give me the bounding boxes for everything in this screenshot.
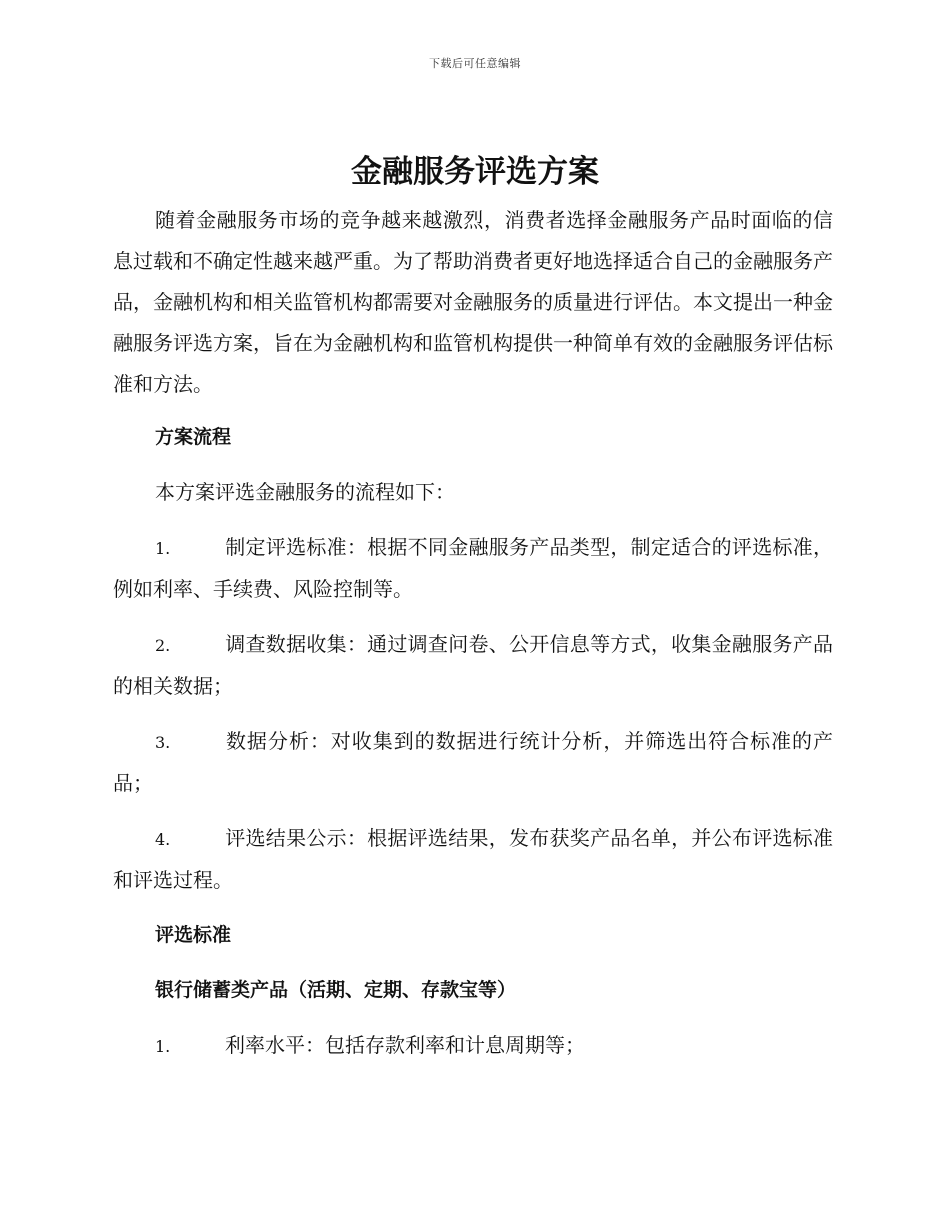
list-text: 数据分析：对收集到的数据进行统计分析，并筛选出符合标准的产品； bbox=[113, 729, 833, 795]
process-lead: 本方案评选金融服务的流程如下： bbox=[155, 480, 455, 504]
list-number: 4. bbox=[155, 830, 171, 849]
document-body bbox=[113, 200, 833, 1067]
header-note: 下载后可任意编辑 bbox=[429, 57, 521, 70]
list-item bbox=[113, 624, 833, 707]
document-title: 金融服务评选方案 bbox=[351, 154, 599, 190]
list-number: 2. bbox=[155, 636, 171, 655]
intro-paragraph: 随着金融服务市场的竞争越来越激烈，消费者选择金融服务产品时面临的信息过载和不确定性越来越严重。为了帮助消费者更好地选择适合自己的金融服务产品，金融机构和相关监管机构都需要对金融服务的质量进行评估。本文提出一种金融服务评选方案，旨在为金融机构和监管机构提供一种简单有效的金融服务评估标准和方法。 bbox=[113, 208, 833, 396]
list-number: 3. bbox=[155, 733, 171, 752]
section-heading-process: 方案流程 bbox=[155, 426, 232, 448]
list-text: 调查数据收集：通过调查问卷、公开信息等方式，收集金融服务产品的相关数据； bbox=[113, 632, 833, 698]
list-item bbox=[113, 721, 833, 804]
list-text: 利率水平：包括存款利率和计息周期等； bbox=[225, 1033, 585, 1057]
list-number: 1. bbox=[155, 1037, 171, 1056]
list-text: 评选结果公示：根据评选结果，发布获奖产品名单，并公布评选标准和评选过程。 bbox=[113, 826, 833, 892]
subheading-savings-products: 银行储蓄类产品（活期、定期、存款宝等） bbox=[155, 979, 517, 1001]
list-item bbox=[113, 1025, 833, 1067]
list-number: 1. bbox=[155, 539, 171, 558]
list-item bbox=[113, 527, 833, 610]
list-item bbox=[113, 818, 833, 901]
list-text: 制定评选标准：根据不同金融服务产品类型，制定适合的评选标准，例如利率、手续费、风险控制等。 bbox=[113, 535, 833, 601]
section-heading-criteria: 评选标准 bbox=[155, 924, 232, 946]
